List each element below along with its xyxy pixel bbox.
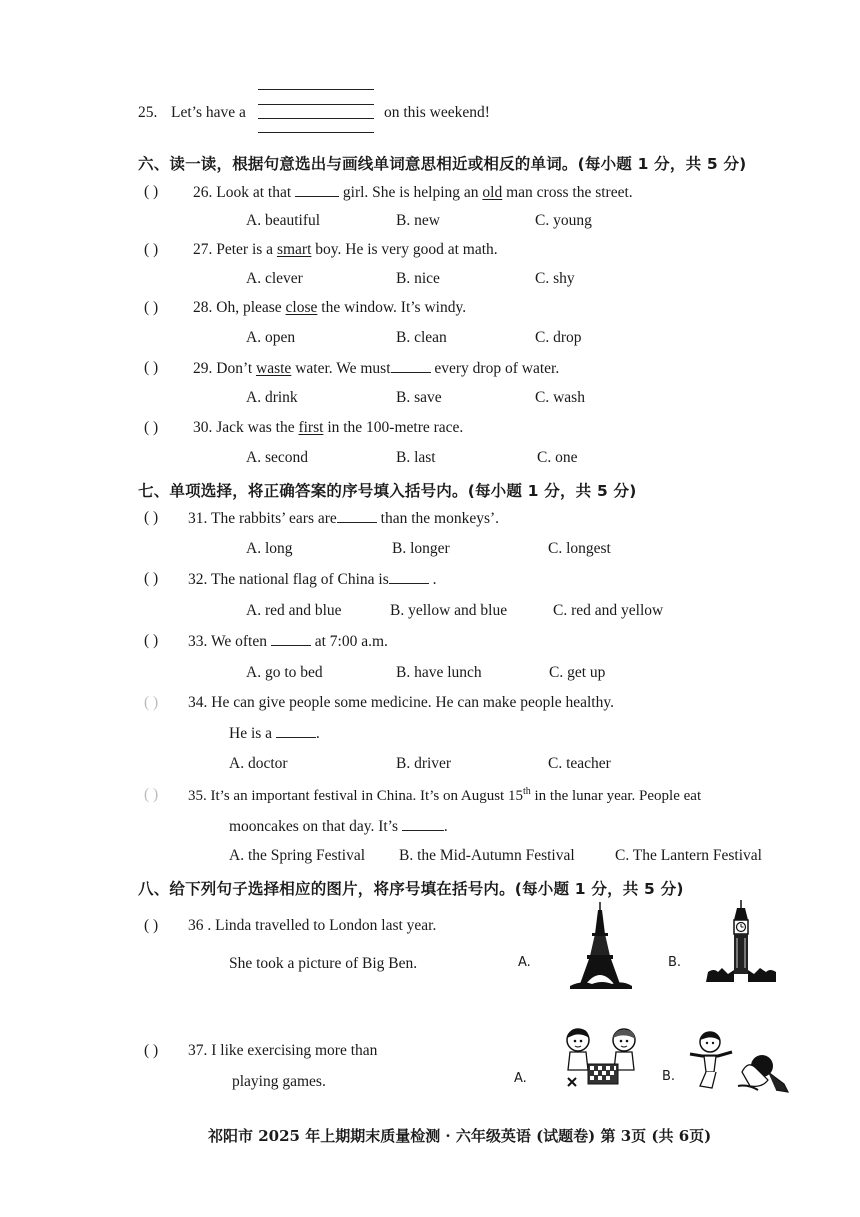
option-b: B. new [396, 212, 440, 229]
question-number: 36 . [188, 917, 212, 934]
answer-paren[interactable]: ( ) [144, 359, 159, 376]
answer-blank [337, 509, 377, 523]
answer-paren[interactable]: ( ) [144, 570, 159, 587]
question-number: 26. [193, 184, 213, 201]
question-number: 35. [188, 788, 207, 804]
option-c: C. get up [549, 664, 606, 681]
question-number: 37. [188, 1042, 208, 1059]
option-a: A. clever [246, 270, 303, 287]
answer-blank [295, 183, 339, 197]
question-26: 26. Look at that girl. She is helping an old man cross the street. [193, 184, 633, 201]
answer-paren[interactable]: ( ) [144, 183, 159, 200]
underlined-word: smart [276, 241, 312, 258]
picture-option-a-label: A. [518, 955, 531, 970]
question-34-line-1: 34. He can give people some medicine. He can make people healthy. [188, 694, 614, 711]
question-30: 30. Jack was the first in the 100-metre race. [193, 419, 464, 436]
option-a: A. drink [246, 389, 298, 406]
option-a: A. open [246, 329, 296, 346]
section-8-heading: 八、给下列句子选择相应的图片，将序号填在括号内。(每小题 1 分，共 5 分) [138, 880, 684, 898]
answer-blank [271, 632, 311, 646]
underlined-word: close [285, 299, 318, 316]
option-b: B. longer [392, 540, 450, 557]
option-c: C. one [537, 449, 578, 466]
answer-paren[interactable]: ( ) [144, 419, 159, 436]
option-c: C. wash [535, 389, 585, 406]
answer-line [258, 132, 374, 133]
picture-option-b-label: B. [662, 1069, 676, 1084]
picture-option-a-label: A. [514, 1071, 527, 1086]
option-c: C. longest [548, 540, 611, 557]
answer-paren[interactable]: ( ) [144, 241, 159, 258]
question-25-number: 25. [138, 104, 158, 121]
page-footer: 祁阳市 2025 年上期期末质量检测 · 六年级英语 (试题卷) 第 3页 (共 6页) [208, 1127, 712, 1145]
question-number: 30. [193, 419, 213, 436]
option-a: A. the Spring Festival [229, 847, 366, 864]
question-37-line-2: playing games. [232, 1073, 326, 1090]
option-c: C. teacher [548, 755, 611, 772]
answer-paren[interactable]: ( ) [144, 917, 159, 934]
question-number: 29. [193, 360, 213, 377]
picture-option-b-label: B. [668, 955, 682, 970]
question-33: 33. We often at 7:00 a.m. [188, 633, 388, 650]
section-7-heading: 七、单项选择，将正确答案的序号填入括号内。(每小题 1 分，共 5 分) [138, 482, 637, 500]
question-number: 33. [188, 633, 208, 650]
option-b: B. the Mid-Autumn Festival [399, 847, 575, 864]
question-25-text-after: on this weekend! [384, 104, 490, 121]
underlined-word: old [482, 184, 503, 201]
question-number: 31. [188, 510, 208, 527]
eiffel-tower-image [562, 900, 638, 990]
option-b: B. save [396, 389, 442, 406]
option-b: B. driver [396, 755, 452, 772]
answer-paren[interactable]: ( ) [144, 786, 159, 803]
option-c: C. The Lantern Festival [615, 847, 762, 864]
question-number: 32. [188, 571, 208, 588]
kids-playing-chess-image [562, 1026, 642, 1092]
option-c: C. drop [535, 329, 582, 346]
option-c: C. young [535, 212, 592, 229]
question-28: 28. Oh, please close the window. It’s windy. [193, 299, 467, 316]
answer-line [258, 89, 374, 90]
answer-paren[interactable]: ( ) [144, 299, 159, 316]
option-b: B. clean [396, 329, 447, 346]
option-a: A. doctor [229, 755, 288, 772]
question-35-line-1: 35. It’s an important festival in China. It’s on August 15th in the lunar year. People eat [188, 786, 702, 804]
question-34-line-2: He is a . [229, 725, 320, 742]
question-32: 32. The national flag of China is . [188, 571, 437, 588]
underlined-word: waste [256, 360, 292, 377]
option-b: B. yellow and blue [390, 602, 508, 619]
question-number: 34. [188, 694, 208, 711]
answer-blank [402, 817, 444, 831]
answer-paren[interactable]: ( ) [144, 694, 159, 711]
option-a: A. second [246, 449, 308, 466]
answer-paren[interactable]: ( ) [144, 509, 159, 526]
answer-line [258, 118, 374, 119]
question-37-line-1: 37. I like exercising more than [188, 1042, 378, 1059]
question-36-line-2: She took a picture of Big Ben. [229, 955, 418, 972]
question-29: 29. Don’t waste water. We must every drop of water. [193, 360, 560, 377]
option-b: B. nice [396, 270, 440, 287]
answer-line [258, 104, 374, 105]
option-a: A. beautiful [246, 212, 321, 229]
answer-paren[interactable]: ( ) [144, 632, 159, 649]
option-a: A. red and blue [246, 602, 342, 619]
answer-blank [391, 359, 431, 373]
question-31: 31. The rabbits’ ears are than the monkeys’. [188, 510, 500, 527]
option-c: C. red and yellow [553, 602, 664, 619]
question-number: 28. [193, 299, 213, 316]
big-ben-image [704, 898, 778, 984]
question-36-line-1: 36 . Linda travelled to London last year. [188, 917, 437, 934]
option-b: B. last [396, 449, 436, 466]
question-35-line-2: mooncakes on that day. It’s . [229, 818, 448, 835]
option-b: B. have lunch [396, 664, 482, 681]
option-a: A. long [246, 540, 293, 557]
kids-exercising-image [688, 1028, 792, 1096]
question-25-text-before: Let’s have a [171, 104, 246, 121]
option-a: A. go to bed [246, 664, 323, 681]
question-number: 27. [193, 241, 213, 258]
answer-paren[interactable]: ( ) [144, 1042, 159, 1059]
question-27: 27. Peter is a smart boy. He is very good at math. [193, 241, 498, 258]
underlined-word: first [298, 419, 324, 436]
section-6-heading: 六、读一读，根据句意选出与画线单词意思相近或相反的单词。(每小题 1 分，共 5 分) [138, 155, 747, 173]
option-c: C. shy [535, 270, 575, 287]
answer-blank [276, 724, 316, 738]
answer-blank [389, 570, 429, 584]
